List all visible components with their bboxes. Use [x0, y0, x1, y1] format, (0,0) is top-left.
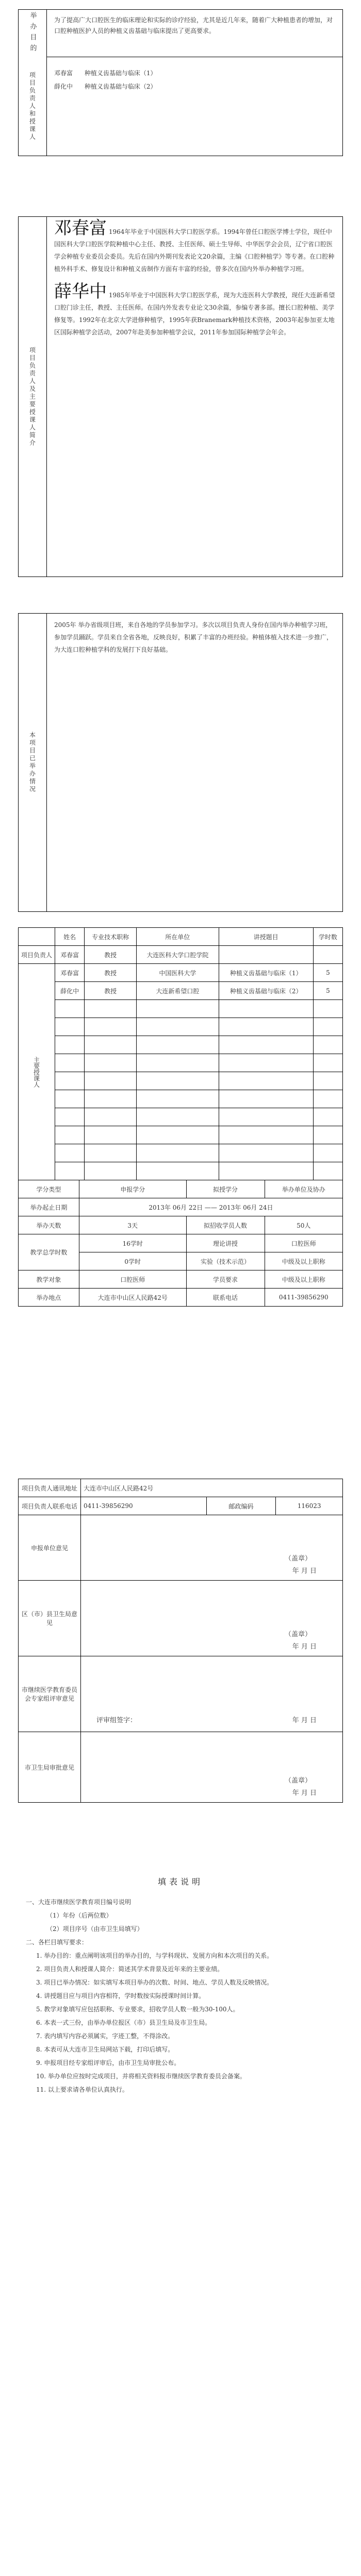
table-row: [19, 982, 343, 1000]
table-row: [19, 1126, 343, 1144]
projects-label: 项目负责人和授课人: [28, 72, 36, 141]
approval-row: [19, 1656, 343, 1732]
notes-title: 填表说明: [157, 1877, 203, 1887]
project-row: [47, 80, 342, 93]
note-item: （2）项目序号（由市卫生局填写）: [46, 1925, 143, 1933]
cell: 大连医科大学口腔学院: [137, 946, 219, 964]
approval-label: 市卫生局审批意见: [19, 1732, 81, 1803]
approval-opinion: [81, 1656, 343, 1732]
table-row: [19, 1018, 343, 1036]
projects-cell: [47, 66, 342, 93]
col-header: 学时数: [313, 928, 342, 946]
note-item: 5. 教学对象填写应包括职称、专业要求，招收学员人数一般为30-100人。: [36, 2006, 239, 2013]
note-item: 8. 本表可从大连市卫生局网站下载，打印后填写。: [36, 2046, 174, 2053]
meta-value: 16学时: [79, 1234, 186, 1252]
teacher-table: [18, 927, 343, 1180]
col-header: 专业技术职称: [85, 928, 137, 946]
cell: 种植义齿基础与临床（1）: [219, 964, 313, 982]
history-label-cell: [19, 614, 47, 911]
cell: 教授: [85, 946, 137, 964]
meta-value: 50人: [265, 1216, 342, 1234]
cell: 教授: [85, 982, 137, 1000]
meta-value: 0411-39856290: [265, 1289, 342, 1307]
meta-value: 中级及以上职称: [265, 1252, 342, 1270]
aims-text: 为了提高广大口腔医生的临床理论和实际的诊疗经验，尤其是近几年来，随着广大种植患者的增加，对口腔种植医护人员的种植义齿基础与临床提出了更高要求。: [54, 16, 333, 35]
meta-row: [19, 1234, 343, 1252]
meta-label: 教学总学时数: [19, 1234, 79, 1270]
note-item: 7. 表内填写内容必须属实，字迹工整，不得涂改。: [36, 2032, 174, 2040]
table-row: [19, 964, 343, 982]
aims-label: 举办目的: [28, 12, 37, 55]
cell: [313, 946, 342, 964]
aims-label-cell: [19, 10, 47, 57]
table-row: [19, 946, 343, 964]
bio-label-cell: [19, 217, 47, 577]
approval-row: [19, 1732, 343, 1803]
approval-opinion: [81, 1732, 343, 1803]
aims-projects-sheet: [18, 9, 343, 156]
history-text: 2005年 举办省级项目班，来自各地的学员参加学习。多次以项目负责人身份在国内举办种植学习班，参加学员踊跃。学员来自全省各地，反映良好，积累了丰富的办班经验。种植体植入技术进一步推广，为大连口腔种植学科的发展打下良好基础。: [54, 621, 333, 653]
cell: 种植义齿基础与临床（2）: [219, 982, 313, 1000]
approval-opinion: [81, 1515, 343, 1581]
table-row: [19, 1144, 343, 1162]
teacher-header-row: [19, 928, 343, 946]
approval-value: 大连市中山区人民路42号: [81, 1479, 343, 1497]
approval-value: 0411-39856290: [81, 1497, 207, 1515]
cell: 薛化中: [55, 982, 85, 1000]
project-name: 邓春富: [54, 70, 73, 77]
col-header: 讲授题目: [219, 928, 313, 946]
cell: 教授: [85, 964, 137, 982]
meta-label: 理论讲授: [186, 1234, 265, 1252]
project-name: 薛化中: [54, 83, 73, 90]
col-header: 姓名: [55, 928, 85, 946]
col-header: 所在单位: [137, 928, 219, 946]
meta-row: [19, 1180, 343, 1198]
approval-label: 项目负责人通讯地址: [19, 1479, 81, 1497]
seal-text: （盖章）: [284, 1631, 311, 1638]
history-label: 本项目已举办情况: [28, 732, 36, 793]
table-row: [19, 1108, 343, 1126]
aims-cell: [47, 10, 342, 57]
table-row: [19, 1036, 343, 1054]
approval-label: 邮政编码: [206, 1497, 276, 1515]
seal-text: （盖章）: [284, 1777, 311, 1785]
table-row: [19, 1090, 343, 1108]
meta-value: 口腔医师: [265, 1234, 342, 1252]
bio-label: 项目负责人及主要授课人简介: [28, 346, 36, 447]
meta-row: [19, 1289, 343, 1307]
meta-cell: 学分类型: [19, 1180, 79, 1198]
bio-text-2: 1985年毕业于中国医科大学口腔医学系，现为大连医科大学教授，现任大连新希望口腔门诊主任，教授、主任医师。在国内外发表专业论文30余篇，参编专著多部。擅长口腔种植、美学修复等。1992年在北京大学进修种植学，1995年获Branemark种植技术资格，2003年起参加亚太地区国际种植学会活动，2007年赴美参加种植学会议，2011年参加国际种植学会年会。: [54, 292, 335, 336]
meta-value: 口腔医师: [79, 1270, 186, 1289]
cell: 5: [313, 964, 342, 982]
cell: 邓春富: [55, 964, 85, 982]
bio-name-1: 邓春富: [54, 218, 107, 239]
date-text: 年 月 日: [292, 1789, 317, 1797]
cell: 5: [313, 982, 342, 1000]
meta-label: 拟招收学员人数: [186, 1216, 265, 1234]
notes-section: [26, 1875, 335, 2096]
note-item: 1. 举办目的：重点阐明该项目的举办目的，与学科现状、发展方向和本次项目的关系。: [36, 1952, 273, 1959]
project-course: 种植义齿基础与临床（1）: [84, 70, 157, 77]
meta-cell: 申报学分: [79, 1180, 186, 1198]
note-item: 3. 项目已举办情况：如实填写本项目举办的次数、时间、地点、学员人数及反映情况。: [36, 1979, 273, 1986]
note-item: 6. 本表一式三份，由举办单位报区（市）县卫生局及市卫生局。: [36, 2019, 211, 2026]
meta-cell: 拟授学分: [186, 1180, 265, 1198]
project-course: 种植义齿基础与临床（2）: [84, 83, 157, 90]
note-item: 4. 讲授题目应与项目内容相符，学时数按实际授课时间计算。: [36, 1992, 205, 1999]
meta-label: 教学对象: [19, 1270, 79, 1289]
note-item: 11. 以上要求请各单位认真执行。: [36, 2086, 128, 2093]
approval-row: [19, 1515, 343, 1581]
approval-opinion: [81, 1581, 343, 1656]
meta-label: 联系电话: [186, 1289, 265, 1307]
meta-label: 举办天数: [19, 1216, 79, 1234]
row-side-label: 主要授课人: [19, 964, 55, 1180]
bio-name-2: 薛华中: [54, 281, 107, 302]
project-row: [47, 66, 342, 80]
meta-value: 2013年 06月 22日 —— 2013年 06月 24日: [79, 1198, 342, 1216]
note-item: 2. 项目负责人和授课人简介：简述其学术背景及近年来的主要业绩。: [36, 1965, 224, 1973]
table-row: [19, 1054, 343, 1072]
meta-value: 大连市中山区人民路42号: [79, 1289, 186, 1307]
meta-label: 学员要求: [186, 1270, 265, 1289]
meta-label: 举办地点: [19, 1289, 79, 1307]
signer-text: 评审组签字：: [96, 1717, 137, 1724]
cell: 中国医科大学: [137, 964, 219, 982]
approval-row: [19, 1581, 343, 1656]
approval-row: [19, 1497, 343, 1515]
note-item: （1）年份（后两位数）: [46, 1912, 112, 1919]
approval-row: [19, 1479, 343, 1497]
approval-label: 区（市）县卫生局意见: [19, 1581, 81, 1656]
history-sheet: [18, 613, 343, 912]
date-text: 年 月 日: [292, 1717, 317, 1724]
table-row: [19, 1072, 343, 1090]
cell: 大连新希望口腔: [137, 982, 219, 1000]
history-cell: [47, 614, 342, 661]
meta-label: 实验（技术示范）: [186, 1252, 265, 1270]
meta-value: 0学时: [79, 1252, 186, 1270]
blank-cell: [19, 928, 55, 946]
projects-label-cell: [19, 57, 47, 156]
bio-entry-1: [54, 218, 335, 275]
seal-text: （盖章）: [284, 1555, 311, 1563]
meta-cell: 举办单位及协办: [265, 1180, 342, 1198]
date-text: 年 月 日: [292, 1643, 317, 1651]
bio-entry-2: [54, 281, 335, 338]
bio-cell: [47, 217, 342, 344]
teacher-sheet: [18, 927, 343, 1301]
meta-table: [18, 1180, 343, 1307]
date-text: 年 月 日: [292, 1567, 317, 1575]
table-row: [19, 1000, 343, 1018]
approval-sheet: [18, 1479, 343, 1839]
bio-text-1: 1964年毕业于中国医科大学口腔医学系。1994年曾任口腔医学博士学位，现任中国医科大学口腔医学院种植中心主任、教授、主任医师、硕士生导师、中华医学会会员，辽宁省口腔医学会种植专业委员会委员。先后在国内外期刊发表论文20余篇，主编《口腔种植学》等专著。在口腔种植外科手术、修复设计和种植义齿制作方面有丰富的经验，曾多次在国内外举办种植学习班。: [54, 228, 335, 273]
meta-label: 举办起止日期: [19, 1198, 79, 1216]
meta-row: [19, 1270, 343, 1289]
bio-sheet: [18, 216, 343, 577]
approval-value: 116023: [276, 1497, 343, 1515]
note-item: 9. 申报项目经专家组评审后，由市卫生局审批公布。: [36, 2059, 180, 2066]
cell: [219, 946, 313, 964]
approval-table: [18, 1479, 343, 1803]
table-row: [19, 1162, 343, 1180]
approval-label: 市继续医学教育委员会专家组评审意见: [19, 1656, 81, 1732]
note-item: 一、大连市继续医学教育项目编号说明: [26, 1899, 132, 1906]
note-item: 10. 举办单位应按时完成项目，并将相关资料报市继续医学教育委员会备案。: [36, 2073, 246, 2080]
row-side-label: 项目负责人: [19, 946, 55, 964]
approval-label: 申报单位意见: [19, 1515, 81, 1581]
meta-value: 3天: [79, 1216, 186, 1234]
note-item: 二、各栏目填写要求：: [26, 1939, 88, 1946]
meta-row: [19, 1198, 343, 1216]
cell: 邓春富: [55, 946, 85, 964]
approval-label: 项目负责人联系电话: [19, 1497, 81, 1515]
meta-row: [19, 1216, 343, 1234]
meta-value: 中级及以上职称: [265, 1270, 342, 1289]
